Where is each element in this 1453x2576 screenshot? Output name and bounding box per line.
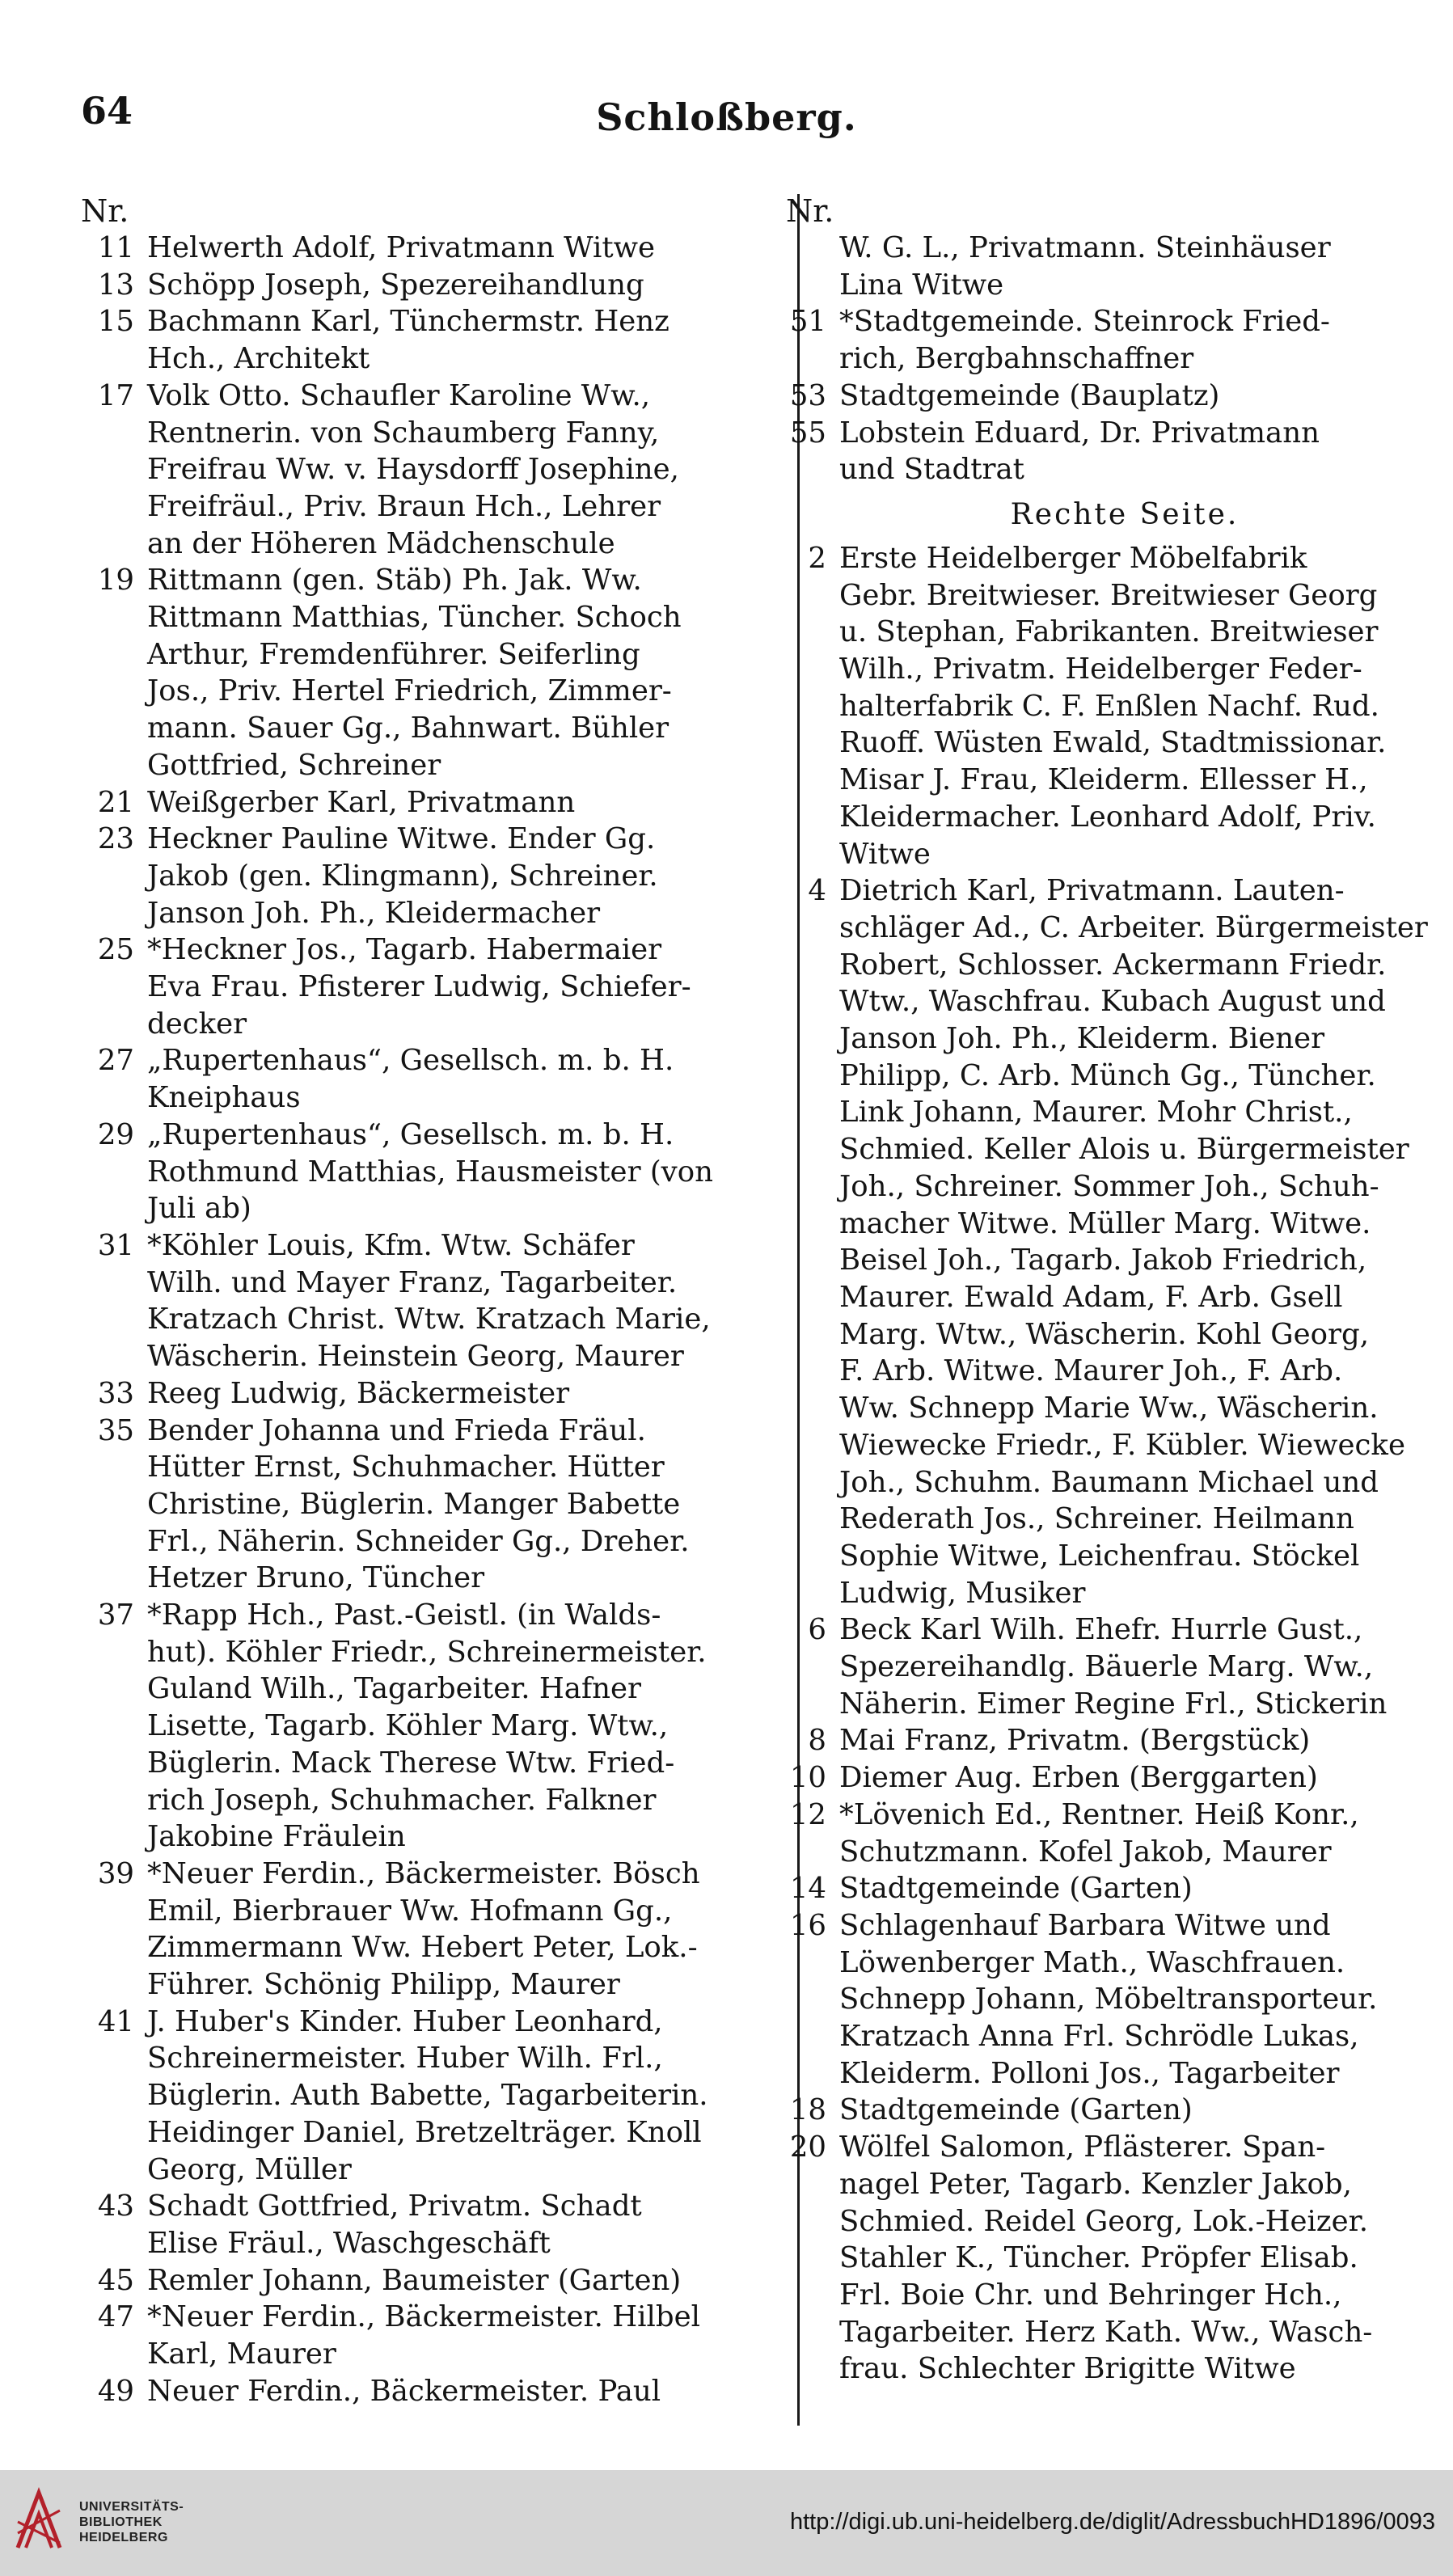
- house-number: 11: [97, 231, 134, 264]
- resident-text: „Rupertenhaus“, Gesellsch. m. b. H. Rothmund Matthias, Hausmeister (von Juli ab): [147, 1117, 713, 1226]
- house-number: 31: [97, 1228, 134, 1262]
- resident-text: Heckner Pauline Witwe. Ender Gg. Jakob (gen. Klingmann), Schreiner. Janson Joh. Ph., Kleidermacher: [147, 822, 658, 930]
- resident-text: Neuer Ferdin., Bäckermeister. Paul: [147, 2374, 661, 2408]
- page-title: Schloßberg.: [596, 95, 857, 139]
- resident-text: Stadtgemeinde (Garten): [839, 1872, 1193, 1906]
- resident-text: J. Huber's Kinder. Huber Leonhard, Schreinermeister. Huber Wilh. Frl., Büglerin. Auth Babette, Tagarbeiterin. Heidinger Daniel, Bretzelträger. Knoll Georg, Müller: [147, 2004, 708, 2186]
- house-number: 4: [808, 874, 826, 908]
- right-entry-list-bottom: [786, 540, 1431, 2388]
- address-entry: [786, 1870, 1431, 1907]
- address-entry: [81, 1375, 792, 1413]
- address-entry: [81, 2299, 792, 2372]
- address-entry: [81, 784, 792, 821]
- address-entry: [81, 1117, 792, 1227]
- nr-column-label: Nr.: [81, 193, 129, 229]
- left-column: [81, 192, 792, 2409]
- resident-text: Volk Otto. Schaufler Karoline Ww., Rentnerin. von Schaumberg Fanny, Freifrau Ww. v. Haysdorff Josephine, Freifräul., Priv. Braun Hch., Lehrer an der Höheren Mädchenschule: [147, 378, 679, 560]
- resident-text: W. G. L., Privatmann. Steinhäuser Lina Witwe: [839, 231, 1331, 302]
- house-number: 21: [97, 785, 134, 819]
- resident-text: Remler Johann, Baumeister (Garten): [147, 2263, 682, 2297]
- address-entry: [786, 872, 1431, 1611]
- resident-text: Reeg Ludwig, Bäckermeister: [147, 1376, 570, 1410]
- resident-text: Helwerth Adolf, Privatmann Witwe: [147, 231, 656, 264]
- resident-text: Diemer Aug. Erben (Berggarten): [839, 1761, 1318, 1795]
- house-number: 39: [97, 1856, 134, 1890]
- house-number: 35: [97, 1413, 134, 1447]
- house-number: 45: [97, 2263, 134, 2297]
- address-entry: [786, 1722, 1431, 1759]
- address-entry: [81, 1856, 792, 2004]
- house-number: 17: [97, 378, 134, 412]
- address-entry: [81, 562, 792, 783]
- resident-text: Stadtgemeinde (Garten): [839, 2093, 1193, 2127]
- address-entry: [786, 1907, 1431, 2092]
- page-number: 64: [81, 89, 133, 133]
- resident-text: Erste Heidelberger Möbelfabrik Gebr. Breitwieser. Breitwieser Georg u. Stephan, Fabrikanten. Breitwieser Wilh., Privatm. Heidelberger Feder- halterfabrik C. F. Enßlen Nachf. Rud. Ruoff. Wüsten Ewald, Stadtmissionar. Misar J. Frau, Kleiderm. Ellesser H., Kleidermacher. Leonhard Adolf, Priv. Witwe: [839, 541, 1387, 871]
- address-entry: [81, 1413, 792, 1598]
- house-number: 2: [808, 541, 826, 575]
- resident-text: Schöpp Joseph, Spezereihandlung: [147, 268, 644, 302]
- footer-bar: [0, 2470, 1453, 2576]
- resident-text: *Rapp Hch., Past.-Geistl. (in Walds- hut). Köhler Friedr., Schreinermeister. Guland Wilh., Tagarbeiter. Hafner Lisette, Tagarb. Köhler Marg. Wtw., Büglerin. Mack Therese Wtw. Fried- rich Joseph, Schuhmacher. Falkner Jakobine Fräulein: [147, 1598, 707, 1854]
- house-number: 43: [97, 2190, 134, 2223]
- resident-text: Bachmann Karl, Tünchermstr. Henz Hch., Architekt: [147, 305, 669, 376]
- house-number: 15: [97, 305, 134, 339]
- resident-text: *Köhler Louis, Kfm. Wtw. Schäfer Wilh. und Mayer Franz, Tagarbeiter. Kratzach Christ. Wtw. Kratzach Marie, Wäscherin. Heinstein Georg, Maurer: [147, 1228, 711, 1374]
- house-number: 19: [97, 564, 134, 598]
- address-entry: [81, 2262, 792, 2299]
- right-column: [786, 192, 1431, 2388]
- address-entry: [81, 1227, 792, 1375]
- house-number: 12: [789, 1797, 826, 1831]
- address-entry: [81, 821, 792, 931]
- address-entry: [81, 378, 792, 563]
- address-entry: [81, 2373, 792, 2410]
- section-heading: Rechte Seite.: [1010, 497, 1240, 531]
- resident-text: Dietrich Karl, Privatmann. Lauten- schläger Ad., C. Arbeiter. Bürgermeister Robert, Schlosser. Ackermann Friedr. Wtw., Waschfrau. Kubach August und Janson Joh. Ph., Kleiderm. Biener Philipp, C. Arb. Münch Gg., Tüncher. Link Johann, Maurer. Mohr Christ., Schmied. Keller Alois u. Bürgermeister Joh., Schreiner. Sommer Joh., Schuh- macher Witwe. Müller Marg. Witwe. Beisel Joh., Tagarb. Jakob Friedrich, Maurer. Ewald Adam, F. Arb. Gsell Marg. Wtw., Wäscherin. Kohl Georg, F. Arb. Witwe. Maurer Joh., F. Arb. Ww. Schnepp Marie Ww., Wäscherin. Wiewecke Friedr., F. Kübler. Wiewecke Joh., Schuhm. Baumann Michael und Rederath Jos., Schreiner. Heilmann Sophie Witwe, Leichenfrau. Stöckel Ludwig, Musiker: [839, 874, 1428, 1610]
- address-entry: [786, 415, 1431, 488]
- house-number: 18: [789, 2093, 826, 2127]
- resident-text: Schlagenhauf Barbara Witwe und Löwenberger Math., Waschfrauen. Schnepp Johann, Möbeltransporteur. Kratzach Anna Frl. Schrödle Lukas, Kleiderm. Polloni Jos., Tagarbeiter: [839, 1908, 1378, 2090]
- address-entry: [786, 230, 1431, 303]
- house-number: 41: [97, 2004, 134, 2038]
- house-number: 55: [789, 416, 826, 450]
- resident-text: *Neuer Ferdin., Bäckermeister. Bösch Emil, Bierbrauer Ww. Hofmann Gg., Zimmermann Ww. Hebert Peter, Lok.- Führer. Schönig Philipp, Maurer: [147, 1856, 700, 2002]
- source-url-link[interactable]: http://digi.ub.uni-heidelberg.de/diglit/AdressbuchHD1896/0093: [789, 2509, 1435, 2535]
- resident-text: *Neuer Ferdin., Bäckermeister. Hilbel Karl, Maurer: [147, 2300, 700, 2371]
- resident-text: Stadtgemeinde (Bauplatz): [839, 378, 1220, 412]
- address-entry: [81, 1597, 792, 1856]
- house-number: 10: [789, 1761, 826, 1795]
- house-number: 20: [789, 2130, 826, 2164]
- nr-column-label: Nr.: [786, 193, 834, 229]
- resident-text: *Stadtgemeinde. Steinrock Fried- rich, Bergbahnschaffner: [839, 305, 1330, 376]
- address-entry: [786, 1759, 1431, 1797]
- house-number: 27: [97, 1044, 134, 1078]
- resident-text: „Rupertenhaus“, Gesellsch. m. b. H. Kneiphaus: [147, 1044, 674, 1115]
- house-number: 29: [97, 1117, 134, 1151]
- house-number: 6: [808, 1613, 826, 1647]
- right-entry-list-top: [786, 230, 1431, 488]
- university-library-logo-icon: [15, 2486, 63, 2555]
- address-entry: [786, 2129, 1431, 2388]
- house-number: 47: [97, 2300, 134, 2334]
- house-number: 53: [789, 378, 826, 412]
- house-number: 8: [808, 1724, 826, 1758]
- address-entry: [81, 2188, 792, 2261]
- house-number: 14: [789, 1872, 826, 1906]
- resident-text: Schadt Gottfried, Privatm. Schadt Elise Fräul., Waschgeschäft: [147, 2190, 642, 2260]
- house-number: 51: [789, 305, 826, 339]
- house-number: 33: [97, 1376, 134, 1410]
- house-number: 13: [97, 268, 134, 302]
- resident-text: Bender Johanna und Frieda Fräul. Hütter Ernst, Schuhmacher. Hütter Christine, Büglerin. Manger Babette Frl., Näherin. Schneider Gg., Dreher. Hetzer Bruno, Tüncher: [147, 1413, 690, 1595]
- address-entry: [786, 540, 1431, 872]
- house-number: 25: [97, 933, 134, 967]
- address-entry: [786, 1797, 1431, 1870]
- address-entry: [81, 2004, 792, 2189]
- resident-text: Lobstein Eduard, Dr. Privatmann und Stadtrat: [839, 416, 1320, 487]
- address-entry: [81, 931, 792, 1042]
- house-number: 37: [97, 1598, 134, 1632]
- resident-text: Mai Franz, Privatm. (Bergstück): [839, 1724, 1311, 1758]
- address-entry: [786, 1611, 1431, 1722]
- house-number: [786, 230, 839, 303]
- address-entry: [81, 267, 792, 304]
- address-entry: [786, 2092, 1431, 2129]
- resident-text: *Lövenich Ed., Rentner. Heiß Konr., Schutzmann. Kofel Jakob, Maurer: [839, 1797, 1359, 1869]
- resident-text: Weißgerber Karl, Privatmann: [147, 785, 576, 819]
- resident-text: Rittmann (gen. Stäb) Ph. Jak. Ww. Rittmann Matthias, Tüncher. Schoch Arthur, Fremdenführer. Seiferling Jos., Priv. Hertel Friedrich, Zimmer- mann. Sauer Gg., Bahnwart. Bühler Gottfried, Schreiner: [147, 564, 682, 782]
- address-entry: [786, 303, 1431, 377]
- house-number: 23: [97, 822, 134, 856]
- resident-text: Beck Karl Wilh. Ehefr. Hurrle Gust., Spezereihandlg. Bäuerle Marg. Ww., Näherin. Eimer Regine Frl., Stickerin: [839, 1613, 1388, 1721]
- address-entry: [786, 378, 1431, 415]
- address-entry: [81, 1042, 792, 1116]
- house-number: 49: [97, 2374, 134, 2408]
- left-entry-list: [81, 230, 792, 2409]
- house-number: 16: [789, 1908, 826, 1942]
- resident-text: Wölfel Salomon, Pflästerer. Span- nagel Peter, Tagarb. Kenzler Jakob, Schmied. Reidel Georg, Lok.-Heizer. Stahler K., Tüncher. Pröpfer Elisab. Frl. Boie Chr. und Behringer Hch., Tagarbeiter. Herz Kath. Ww., Wasch- frau. Schlechter Brigitte Witwe: [839, 2130, 1373, 2386]
- resident-text: *Heckner Jos., Tagarb. Habermaier Eva Frau. Pfisterer Ludwig, Schiefer- decker: [147, 933, 691, 1041]
- address-entry: [81, 303, 792, 377]
- library-name: UNIVERSITÄTS- BIBLIOTHEK HEIDELBERG: [79, 2500, 184, 2544]
- address-entry: [81, 230, 792, 267]
